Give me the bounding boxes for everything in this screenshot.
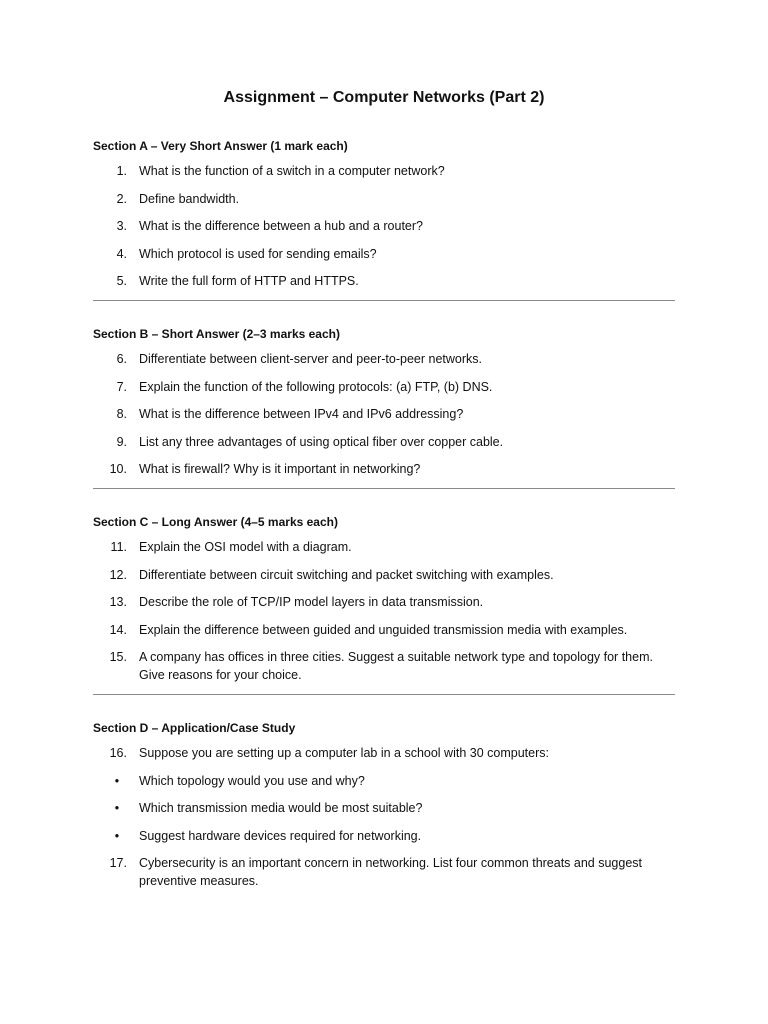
question-item [93,272,675,290]
question-number: 3. [116,219,127,233]
question-text: Which protocol is used for sending emails? [139,246,377,261]
question-text: Suggest hardware devices required for networking. [139,828,422,843]
question-item [93,566,675,584]
question-item [93,217,675,235]
question-text: A company has offices in three cities. Suggest a suitable network type and topology for them. Give reasons for your choice. [139,650,653,682]
question-text: Describe the role of TCP/IP model layers in data transmission. [139,595,484,609]
question-item [93,593,675,611]
question-number: 4. [116,246,127,261]
document-title: Assignment – Computer Networks (Part 2) [223,89,545,106]
question-item [93,190,675,208]
section-heading: Section B – Short Answer (2–3 marks each) [93,327,340,341]
question-item [93,245,675,263]
question-text: Which transmission media would be most suitable? [139,801,423,815]
question-text: List any three advantages of using optical fiber over copper cable. [139,434,504,449]
question-text: Explain the function of the following protocols: (a) FTP, (b) DNS. [139,379,493,394]
question-item [93,538,675,556]
bullet-marker: • [114,801,120,815]
section-divider [93,300,675,301]
question-item [93,162,675,180]
question-text: Differentiate between circuit switching and packet switching with examples. [139,567,554,582]
section-divider [93,488,675,489]
question-number: 11. [110,540,127,554]
question-number: 1. [116,164,127,178]
question-text: Differentiate between client-server and peer-to-peer networks. [139,352,482,366]
question-item [93,350,675,368]
question-text: Define bandwidth. [139,191,240,206]
question-text: What is the difference between IPv4 and IPv6 addressing? [139,407,464,421]
question-list [93,350,675,478]
bullet-item [93,772,675,790]
question-number: 13. [109,595,127,609]
section-divider [93,694,675,695]
question-number: 10. [109,462,127,476]
question-item [93,405,675,423]
question-number: 15. [109,650,127,664]
question-number: 5. [116,274,127,288]
question-text: Which topology would you use and why? [139,773,365,788]
question-number: 16. [109,746,127,760]
question-item [93,460,675,478]
question-item [93,378,675,396]
question-item [93,621,675,639]
question-number: 2. [116,191,127,206]
question-text: What is the difference between a hub and a router? [139,219,423,233]
question-text: Write the full form of HTTP and HTTPS. [139,274,359,288]
question-text: Cybersecurity is an important concern in networking. List four common threats and suggest preventive measures. [139,856,643,888]
question-number: 17. [109,856,127,870]
question-number: 8. [116,407,127,421]
section-heading: Section D – Application/Case Study [93,721,296,735]
bullet-item [93,827,675,845]
question-list [93,538,675,684]
question-item [93,854,675,890]
question-list [93,744,675,890]
question-text: Explain the OSI model with a diagram. [139,540,352,554]
question-number: 12. [109,567,127,582]
question-number: 9. [116,434,127,449]
question-number: 7. [116,379,127,394]
question-number: 14. [109,622,127,637]
question-text: What is firewall? Why is it important in networking? [139,462,421,476]
document-body [93,88,675,900]
question-item [93,648,675,684]
sections-container [93,138,675,890]
bullet-marker: • [114,828,120,843]
section-heading: Section A – Very Short Answer (1 mark each) [93,139,348,153]
bullet-item [93,799,675,817]
question-text: What is the function of a switch in a computer network? [139,164,445,178]
question-item [93,433,675,451]
section-heading: Section C – Long Answer (4–5 marks each) [93,515,338,529]
question-text: Suppose you are setting up a computer lab in a school with 30 computers: [139,746,549,760]
question-list [93,162,675,290]
question-item [93,744,675,762]
question-number: 6. [116,352,127,366]
question-text: Explain the difference between guided and unguided transmission media with examples. [139,622,628,637]
bullet-marker: • [114,773,120,788]
